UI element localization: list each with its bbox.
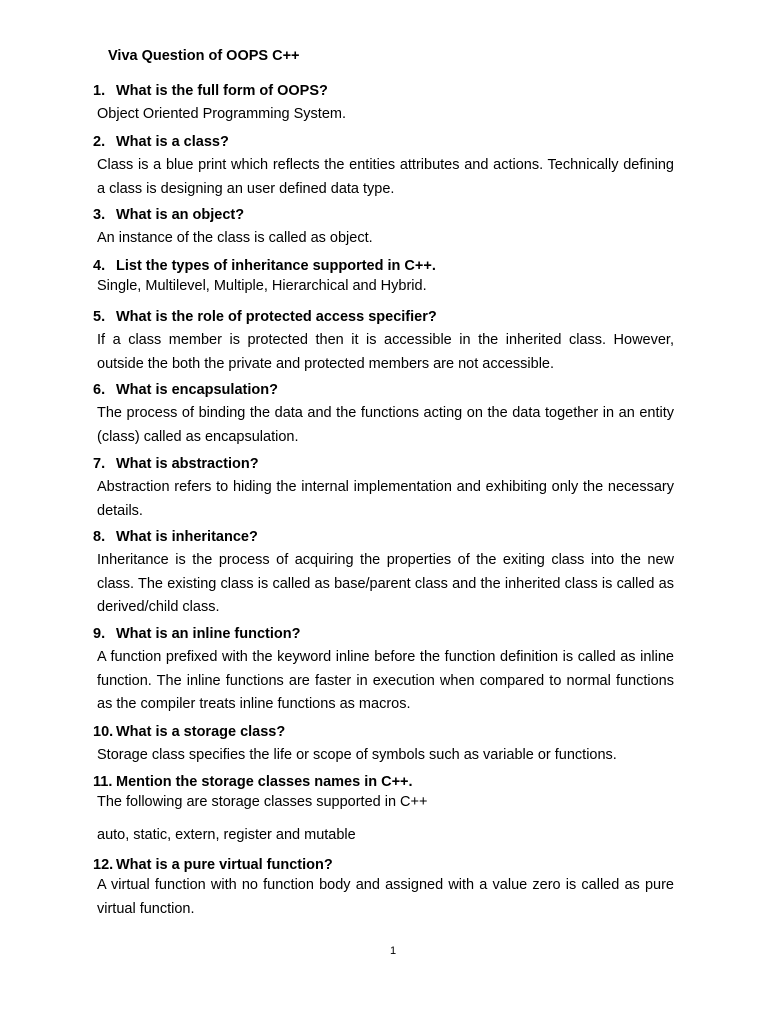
question-number: 7. [93,456,106,472]
page-number: 1 [389,945,397,957]
question-number: 9. [93,626,106,642]
question-number: 12. [93,857,114,873]
document-title: Viva Question of OOPS C++ [108,48,300,64]
question-text: What is an object? [116,207,245,223]
question-number: 5. [93,309,106,325]
question-heading [93,856,674,874]
answer-text: Inheritance is the process of acquiring the properties of the exiting class into the new class. The existing class is called as base/parent class and the inherited class is called as derived/child class. [97,552,674,615]
answer-text: If a class member is protected then it is accessible in the inherited class. However, outside the both the private and protected members are not accessible. [97,332,674,372]
question-heading [93,773,674,791]
answer-text: The process of binding the data and the functions acting on the data together in an entity (class) called as encapsulation. [97,405,674,445]
question-text: What is abstraction? [116,456,259,472]
answer-text: An instance of the class is called as object. [97,230,373,246]
qa-item [93,625,674,717]
question-number: 6. [93,382,106,398]
question-number: 3. [93,207,106,223]
question-text: What is the role of protected access specifier? [116,309,437,325]
question-heading [93,723,674,741]
question-text: What is an inline function? [116,626,301,642]
answer-text: Class is a blue print which reflects the entities attributes and actions. Technically defining a class is designing an user defined data type. [97,157,674,197]
qa-item [93,773,674,847]
question-heading [93,82,674,100]
answer-text: A virtual function with no function body and assigned with a value zero is called as pure virtual function. [97,877,674,917]
question-heading [93,455,674,473]
qa-item [93,206,674,251]
question-heading [93,625,674,643]
question-number: 11. [93,774,113,790]
answer-text: auto, static, extern, register and mutable [97,826,356,843]
question-heading [93,133,674,151]
qa-item [93,856,674,921]
question-heading [93,308,674,326]
qa-item [93,257,674,299]
question-number: 2. [93,134,106,150]
qa-item [93,381,674,449]
question-heading [93,206,674,224]
question-text: What is a storage class? [116,724,286,740]
question-heading [93,257,674,275]
answer-text: Object Oriented Programming System. [97,106,347,122]
question-text: What is encapsulation? [116,382,278,398]
qa-item [93,455,674,523]
question-number: 1. [93,83,106,99]
answer-text: Storage class specifies the life or scope of symbols such as variable or functions. [97,747,617,763]
answer-text: The following are storage classes supported in C++ [97,794,428,810]
qa-item [93,308,674,376]
question-number: 4. [93,258,106,274]
answer-text: Single, Multilevel, Multiple, Hierarchical and Hybrid. [97,278,427,294]
question-text: What is a class? [116,134,229,150]
question-number: 8. [93,529,106,545]
qa-item [93,133,674,201]
question-text: What is the full form of OOPS? [116,83,328,99]
question-text: Mention the storage classes names in C++. [116,774,413,790]
question-text: What is a pure virtual function? [116,857,333,873]
answer-text: A function prefixed with the keyword inline before the function definition is called as inline function. The inline functions are faster in execution when compared to normal functions as the compiler treats inline functions as macros. [97,649,674,712]
qa-item [93,723,674,768]
qa-item [93,528,674,620]
question-heading [93,381,674,399]
question-text: List the types of inheritance supported in C++. [116,258,436,274]
question-number: 10. [93,724,114,740]
qa-item [93,82,674,127]
question-heading [93,528,674,546]
answer-text: Abstraction refers to hiding the internal implementation and exhibiting only the necessary details. [97,479,674,519]
question-text: What is inheritance? [116,529,258,545]
